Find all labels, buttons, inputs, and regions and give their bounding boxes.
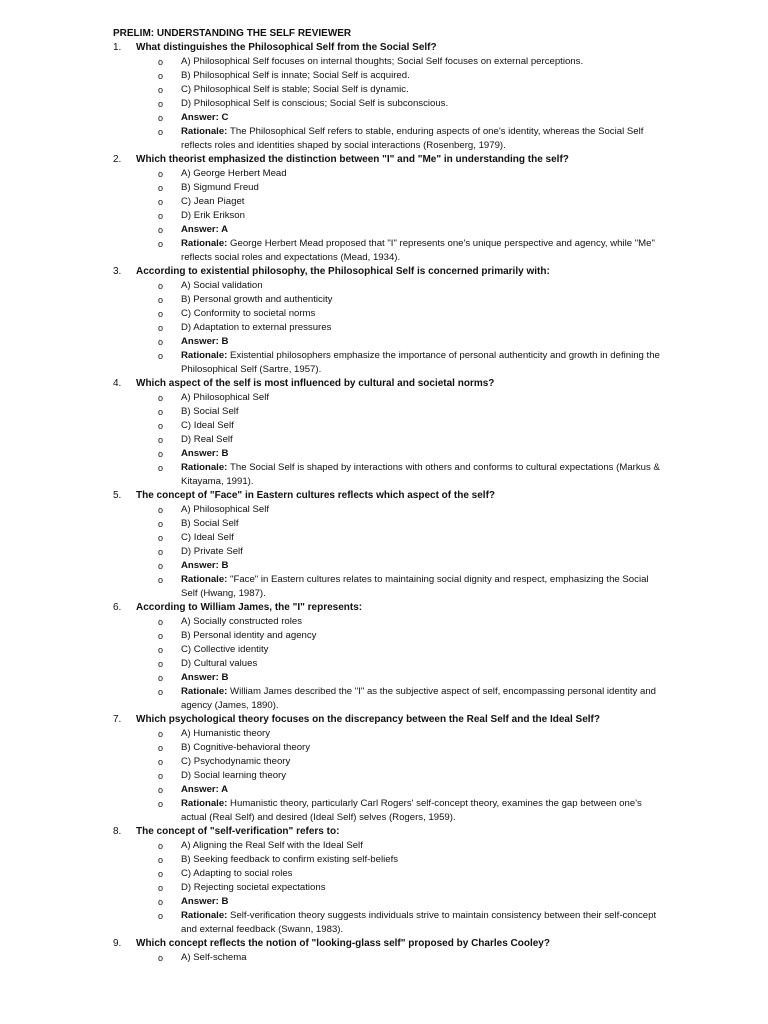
- option-item-text: A) Philosophical Self: [181, 504, 269, 515]
- answer-line-label: Answer:: [181, 112, 222, 123]
- bullet-marker: o: [158, 57, 164, 67]
- option-item: [0, 433, 768, 447]
- bullet-marker: o: [158, 99, 164, 109]
- question-text: The concept of "Face" in Eastern cultures reflects which aspect of the self?: [136, 490, 496, 501]
- bullet-marker: o: [158, 435, 164, 445]
- question-number: 7.: [113, 714, 122, 725]
- option-item-text: D) Private Self: [181, 546, 243, 557]
- answer-line-text: A: [221, 224, 229, 235]
- option-item: [0, 293, 768, 307]
- bullet-marker: o: [158, 547, 164, 557]
- bullet-marker: o: [158, 953, 164, 963]
- question-text: Which concept reflects the notion of "looking-glass self" proposed by Charles Cooley?: [136, 938, 550, 949]
- document-page: [0, 27, 768, 965]
- option-item: [0, 951, 768, 965]
- bullet-marker: o: [158, 239, 164, 249]
- option-item: [0, 881, 768, 895]
- bullet-marker: o: [158, 869, 164, 879]
- option-item: [0, 657, 768, 671]
- bullet-marker: o: [158, 771, 164, 781]
- bullet-marker: o: [158, 505, 164, 515]
- bullet-marker: o: [158, 673, 164, 683]
- rationale-line: [0, 685, 768, 713]
- option-item: [0, 391, 768, 405]
- option-item-text: D) Cultural values: [181, 658, 258, 669]
- option-item-text: D) Real Self: [181, 434, 233, 445]
- question-number: 3.: [113, 266, 122, 277]
- option-item-text: C) Collective identity: [181, 644, 269, 655]
- rationale-line-label: Rationale:: [181, 462, 231, 473]
- option-item-text: C) Philosophical Self is stable; Social Self is dynamic.: [181, 84, 409, 95]
- option-item-text: C) Jean Piaget: [181, 196, 245, 207]
- question-text: According to William James, the "I" represents:: [136, 602, 363, 613]
- option-item-text: A) Philosophical Self: [181, 392, 269, 403]
- rationale-line: [0, 797, 768, 825]
- question-line: [0, 825, 768, 839]
- bullet-marker: o: [158, 841, 164, 851]
- answer-line: [0, 447, 768, 461]
- bullet-marker: o: [158, 897, 164, 907]
- rationale-line-text: Humanistic theory, particularly Carl Rogers' self-concept theory, examines the gap between one's actual (Real Self) and desired (Ideal Self) selves (Rogers, 1959).: [181, 798, 642, 823]
- answer-line-text: C: [221, 112, 229, 123]
- bullet-marker: o: [158, 729, 164, 739]
- bullet-marker: o: [158, 421, 164, 431]
- option-item: [0, 741, 768, 755]
- option-item: [0, 321, 768, 335]
- question-line: [0, 489, 768, 503]
- question-item: [0, 601, 768, 713]
- option-item-text: D) Philosophical Self is conscious; Social Self is subconscious.: [181, 98, 449, 109]
- answer-line: [0, 671, 768, 685]
- option-item: [0, 867, 768, 881]
- question-text: The concept of "self-verification" refers to:: [136, 826, 340, 837]
- rationale-line-text: Existential philosophers emphasize the importance of personal authenticity and growth in defining the Philosophical Self (Sartre, 1957).: [181, 350, 660, 375]
- question-item: [0, 377, 768, 489]
- rationale-line: [0, 461, 768, 489]
- rationale-line: [0, 237, 768, 265]
- rationale-line-text: The Social Self is shaped by interactions with others and conforms to cultural expectations (Markus & Kitayama, 1991).: [181, 462, 660, 487]
- bullet-marker: o: [158, 617, 164, 627]
- option-item-text: A) Aligning the Real Self with the Ideal Self: [181, 840, 363, 851]
- question-number: 8.: [113, 826, 122, 837]
- bullet-marker: o: [158, 351, 164, 361]
- answer-line-label: Answer:: [181, 560, 222, 571]
- option-item-text: B) Seeking feedback to confirm existing self-beliefs: [181, 854, 399, 865]
- option-item-text: B) Social Self: [181, 518, 239, 529]
- bullet-marker: o: [158, 169, 164, 179]
- option-item: [0, 517, 768, 531]
- option-item-text: C) Ideal Self: [181, 420, 234, 431]
- option-item-text: D) Erik Erikson: [181, 210, 245, 221]
- option-item-text: A) Self-schema: [181, 952, 247, 963]
- bullet-marker: o: [158, 911, 164, 921]
- option-item-text: A) Philosophical Self focuses on internal thoughts; Social Self focuses on external perceptions.: [181, 56, 584, 67]
- answer-line-label: Answer:: [181, 896, 222, 907]
- answer-line-text: B: [221, 448, 229, 459]
- rationale-line-label: Rationale:: [181, 798, 231, 809]
- answer-line-label: Answer:: [181, 336, 222, 347]
- option-item: [0, 83, 768, 97]
- bullet-marker: o: [158, 113, 164, 123]
- bullet-marker: o: [158, 449, 164, 459]
- question-number: 1.: [113, 42, 122, 53]
- rationale-line-text: The Philosophical Self refers to stable, enduring aspects of one's identity, whereas the Social Self reflects roles and identities shaped by social interactions (Rosenberg, 1979).: [181, 126, 644, 151]
- question-item: [0, 265, 768, 377]
- question-line: [0, 937, 768, 951]
- bullet-marker: o: [158, 281, 164, 291]
- answer-line-text: B: [221, 672, 229, 683]
- bullet-marker: o: [158, 309, 164, 319]
- option-item-text: C) Ideal Self: [181, 532, 234, 543]
- option-item-text: A) Humanistic theory: [181, 728, 271, 739]
- bullet-marker: o: [158, 337, 164, 347]
- question-line: [0, 713, 768, 727]
- answer-line-text: B: [221, 560, 229, 571]
- answer-line: [0, 223, 768, 237]
- option-item-text: B) Personal growth and authenticity: [181, 294, 333, 305]
- answer-line-label: Answer:: [181, 224, 222, 235]
- rationale-line-label: Rationale:: [181, 574, 231, 585]
- rationale-line-label: Rationale:: [181, 126, 231, 137]
- question-text: What distinguishes the Philosophical Self from the Social Self?: [136, 42, 437, 53]
- question-number: 5.: [113, 490, 122, 501]
- rationale-line: [0, 125, 768, 153]
- option-item: [0, 279, 768, 293]
- bullet-marker: o: [158, 127, 164, 137]
- rationale-line-label: Rationale:: [181, 910, 231, 921]
- option-item-text: B) Philosophical Self is innate; Social Self is acquired.: [181, 70, 410, 81]
- question-list: [0, 41, 768, 965]
- rationale-line-text: William James described the "I" as the subjective aspect of self, encompassing personal identity and agency (James, 1890).: [181, 686, 656, 711]
- question-item: [0, 153, 768, 265]
- rationale-line-label: Rationale:: [181, 686, 231, 697]
- answer-line-label: Answer:: [181, 784, 222, 795]
- option-item: [0, 419, 768, 433]
- option-item: [0, 853, 768, 867]
- option-item-text: A) George Herbert Mead: [181, 168, 287, 179]
- bullet-marker: o: [158, 85, 164, 95]
- answer-line: [0, 335, 768, 349]
- question-number: 2.: [113, 154, 122, 165]
- question-item: [0, 937, 768, 965]
- bullet-marker: o: [158, 533, 164, 543]
- bullet-marker: o: [158, 561, 164, 571]
- bullet-marker: o: [158, 757, 164, 767]
- rationale-line: [0, 349, 768, 377]
- bullet-marker: o: [158, 197, 164, 207]
- bullet-marker: o: [158, 519, 164, 529]
- bullet-marker: o: [158, 407, 164, 417]
- question-line: [0, 377, 768, 391]
- option-item: [0, 69, 768, 83]
- bullet-marker: o: [158, 463, 164, 473]
- option-item: [0, 167, 768, 181]
- option-item-text: C) Psychodynamic theory: [181, 756, 291, 767]
- rationale-line: [0, 573, 768, 601]
- question-text: Which psychological theory focuses on the discrepancy between the Real Self and the Ideal Self?: [136, 714, 600, 725]
- option-item: [0, 97, 768, 111]
- option-item-text: B) Sigmund Freud: [181, 182, 259, 193]
- option-item-text: B) Cognitive-behavioral theory: [181, 742, 311, 753]
- rationale-line-text: Self-verification theory suggests individuals strive to maintain consistency between their self-concept and external feedback (Swann, 1983).: [181, 910, 657, 935]
- option-item: [0, 615, 768, 629]
- answer-line-label: Answer:: [181, 672, 222, 683]
- option-item: [0, 209, 768, 223]
- rationale-line-text: George Herbert Mead proposed that "I" represents one's unique perspective and agency, while "Me" reflects social roles and expectations (Mead, 1934).: [181, 238, 655, 263]
- question-number: 4.: [113, 378, 122, 389]
- bullet-marker: o: [158, 659, 164, 669]
- answer-line: [0, 783, 768, 797]
- option-item: [0, 531, 768, 545]
- question-line: [0, 601, 768, 615]
- bullet-marker: o: [158, 323, 164, 333]
- question-text: Which theorist emphasized the distinction between "I" and "Me" in understanding the self?: [136, 154, 569, 165]
- question-item: [0, 489, 768, 601]
- answer-line-text: B: [221, 896, 229, 907]
- option-item-text: D) Social learning theory: [181, 770, 287, 781]
- bullet-marker: o: [158, 225, 164, 235]
- answer-line: [0, 895, 768, 909]
- option-item-text: B) Social Self: [181, 406, 239, 417]
- option-item-text: C) Adapting to social roles: [181, 868, 293, 879]
- answer-line: [0, 111, 768, 125]
- bullet-marker: o: [158, 645, 164, 655]
- option-item: [0, 195, 768, 209]
- rationale-line-label: Rationale:: [181, 350, 231, 361]
- question-line: [0, 153, 768, 167]
- document-title: PRELIM: UNDERSTANDING THE SELF REVIEWER: [113, 28, 352, 39]
- option-item-text: D) Rejecting societal expectations: [181, 882, 326, 893]
- option-item: [0, 405, 768, 419]
- question-text: According to existential philosophy, the Philosophical Self is concerned primarily with:: [136, 266, 550, 277]
- bullet-marker: o: [158, 71, 164, 81]
- bullet-marker: o: [158, 295, 164, 305]
- bullet-marker: o: [158, 393, 164, 403]
- rationale-line: [0, 909, 768, 937]
- option-item: [0, 55, 768, 69]
- bullet-marker: o: [158, 799, 164, 809]
- bullet-marker: o: [158, 183, 164, 193]
- answer-line-label: Answer:: [181, 448, 222, 459]
- question-line: [0, 265, 768, 279]
- option-item: [0, 181, 768, 195]
- answer-line-text: B: [221, 336, 229, 347]
- question-item: [0, 825, 768, 937]
- option-item: [0, 545, 768, 559]
- question-item: [0, 41, 768, 153]
- rationale-line-label: Rationale:: [181, 238, 231, 249]
- option-item-text: B) Personal identity and agency: [181, 630, 317, 641]
- question-number: 9.: [113, 938, 122, 949]
- answer-line: [0, 559, 768, 573]
- option-item: [0, 629, 768, 643]
- option-item-text: D) Adaptation to external pressures: [181, 322, 332, 333]
- bullet-marker: o: [158, 631, 164, 641]
- bullet-marker: o: [158, 785, 164, 795]
- question-item: [0, 713, 768, 825]
- option-item-text: A) Socially constructed roles: [181, 616, 303, 627]
- question-text: Which aspect of the self is most influenced by cultural and societal norms?: [136, 378, 495, 389]
- option-item: [0, 755, 768, 769]
- bullet-marker: o: [158, 211, 164, 221]
- option-item: [0, 839, 768, 853]
- option-item: [0, 643, 768, 657]
- option-item: [0, 727, 768, 741]
- question-number: 6.: [113, 602, 122, 613]
- option-item-text: C) Conformity to societal norms: [181, 308, 316, 319]
- answer-line-text: A: [221, 784, 229, 795]
- bullet-marker: o: [158, 883, 164, 893]
- bullet-marker: o: [158, 855, 164, 865]
- question-line: [0, 41, 768, 55]
- bullet-marker: o: [158, 575, 164, 585]
- bullet-marker: o: [158, 687, 164, 697]
- option-item: [0, 769, 768, 783]
- option-item-text: A) Social validation: [181, 280, 263, 291]
- bullet-marker: o: [158, 743, 164, 753]
- option-item: [0, 307, 768, 321]
- option-item: [0, 503, 768, 517]
- rationale-line-text: "Face" in Eastern cultures relates to maintaining social dignity and respect, emphasizing the Social Self (Hwang, 1987).: [181, 574, 649, 599]
